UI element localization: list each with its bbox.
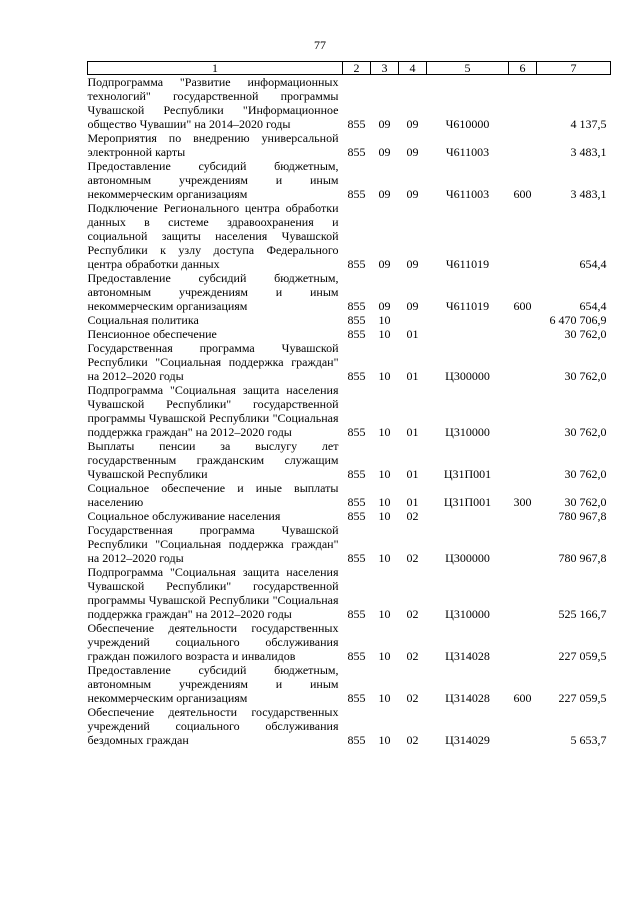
cell-expense-type: 600 bbox=[513, 299, 532, 313]
cell-expense-type: 600 bbox=[513, 691, 532, 705]
table-row bbox=[88, 565, 611, 621]
row-name: Предоставление субсидий бюджетным, автономным учреждениям и иным некоммерческим организациям bbox=[87, 159, 339, 201]
cell-ministry: 855 bbox=[347, 467, 366, 481]
row-name: Социальное обеспечение и иные выплаты населению bbox=[87, 481, 339, 509]
cell-section: 10 bbox=[378, 495, 391, 509]
header-row bbox=[88, 62, 611, 75]
table-row bbox=[88, 313, 611, 327]
cell-subsection: 01 bbox=[406, 425, 419, 439]
budget-table bbox=[87, 61, 611, 747]
cell-section: 10 bbox=[378, 733, 391, 747]
cell-target-article bbox=[427, 313, 509, 327]
cell-target-article: Ц31П001 bbox=[443, 467, 492, 481]
cell-ministry: 855 bbox=[347, 313, 366, 327]
column-header: 4 bbox=[399, 62, 427, 75]
table-row bbox=[88, 383, 611, 439]
cell-section: 09 bbox=[378, 117, 391, 131]
cell-subsection: 02 bbox=[406, 509, 419, 523]
cell-ministry: 855 bbox=[347, 509, 366, 523]
cell-amount: 780 967,8 bbox=[558, 509, 607, 523]
table-row bbox=[88, 159, 611, 201]
cell-subsection: 01 bbox=[406, 495, 419, 509]
cell-subsection: 09 bbox=[406, 299, 419, 313]
cell-target-article: Ч611019 bbox=[445, 257, 490, 271]
cell-ministry: 855 bbox=[347, 299, 366, 313]
cell-target-article: Ч611003 bbox=[445, 145, 490, 159]
cell-expense-type bbox=[509, 75, 537, 132]
cell-amount: 5 653,7 bbox=[570, 733, 607, 747]
cell-section: 10 bbox=[378, 551, 391, 565]
cell-expense-type bbox=[509, 341, 537, 383]
table-row bbox=[88, 341, 611, 383]
page-number: 77 bbox=[314, 38, 326, 52]
column-header: 7 bbox=[537, 62, 611, 75]
cell-ministry: 855 bbox=[347, 607, 366, 621]
cell-amount: 30 762,0 bbox=[564, 369, 607, 383]
table-row bbox=[88, 327, 611, 341]
column-header: 6 bbox=[509, 62, 537, 75]
cell-amount: 780 967,8 bbox=[558, 551, 607, 565]
cell-expense-type bbox=[509, 565, 537, 621]
cell-section: 09 bbox=[378, 145, 391, 159]
cell-subsection: 09 bbox=[406, 117, 419, 131]
cell-subsection: 01 bbox=[406, 327, 419, 341]
cell-target-article: Ч611003 bbox=[445, 187, 490, 201]
row-name: Подключение Регионального центра обработки данных в системе здравоохранения и социальной защиты населения Чувашской Республики к узлу доступа Федерального центра обработки данных bbox=[87, 201, 339, 271]
cell-target-article: Ц314029 bbox=[445, 733, 490, 747]
cell-amount: 227 059,5 bbox=[558, 691, 607, 705]
cell-section: 10 bbox=[378, 607, 391, 621]
cell-expense-type bbox=[509, 313, 537, 327]
row-name: Пенсионное обеспечение bbox=[87, 327, 217, 341]
table-row bbox=[88, 75, 611, 132]
cell-ministry: 855 bbox=[347, 733, 366, 747]
cell-target-article bbox=[427, 327, 509, 341]
cell-ministry: 855 bbox=[347, 551, 366, 565]
cell-amount: 525 166,7 bbox=[558, 607, 607, 621]
cell-target-article: Ц300000 bbox=[445, 369, 490, 383]
table-row bbox=[88, 201, 611, 271]
row-name: Выплаты пенсии за выслугу лет государственным гражданским служащим Чувашской Республики bbox=[87, 439, 339, 481]
cell-section: 09 bbox=[378, 257, 391, 271]
row-name: Предоставление субсидий бюджетным, автономным учреждениям и иным некоммерческим организациям bbox=[87, 663, 339, 705]
cell-target-article: Ч610000 bbox=[445, 117, 490, 131]
cell-target-article: Ц310000 bbox=[445, 425, 490, 439]
cell-target-article: Ц314028 bbox=[445, 649, 490, 663]
cell-target-article: Ц310000 bbox=[445, 607, 490, 621]
table-row bbox=[88, 439, 611, 481]
cell-ministry: 855 bbox=[347, 495, 366, 509]
cell-ministry: 855 bbox=[347, 691, 366, 705]
cell-expense-type bbox=[509, 201, 537, 271]
cell-target-article: Ц300000 bbox=[445, 551, 490, 565]
cell-expense-type bbox=[509, 621, 537, 663]
cell-expense-type bbox=[509, 439, 537, 481]
cell-ministry: 855 bbox=[347, 649, 366, 663]
row-name: Мероприятия по внедрению универсальной электронной карты bbox=[87, 131, 339, 159]
cell-amount: 30 762,0 bbox=[564, 425, 607, 439]
cell-amount: 654,4 bbox=[579, 257, 607, 271]
cell-ministry: 855 bbox=[347, 257, 366, 271]
cell-subsection: 02 bbox=[406, 607, 419, 621]
column-header: 1 bbox=[88, 62, 343, 75]
cell-section: 10 bbox=[378, 327, 391, 341]
cell-amount: 30 762,0 bbox=[564, 495, 607, 509]
row-name: Подпрограмма "Социальная защита населения Чувашской Республики" государственной программы Чувашской Республики "Социальная поддержка граждан" на 2012–2020 годы bbox=[87, 383, 339, 439]
cell-ministry: 855 bbox=[347, 369, 366, 383]
row-name: Подпрограмма "Развитие информационных технологий" государственной программы Чувашской Республики "Информационное общество Чувашии" на 2014–2020 годы bbox=[87, 75, 339, 131]
cell-section: 10 bbox=[378, 313, 391, 327]
table-row bbox=[88, 523, 611, 565]
cell-expense-type bbox=[509, 383, 537, 439]
table-row bbox=[88, 271, 611, 313]
cell-ministry: 855 bbox=[347, 327, 366, 341]
cell-expense-type: 300 bbox=[513, 495, 532, 509]
cell-subsection: 01 bbox=[406, 369, 419, 383]
row-name: Социальное обслуживание населения bbox=[87, 509, 281, 523]
cell-expense-type bbox=[509, 327, 537, 341]
cell-section: 10 bbox=[378, 649, 391, 663]
cell-target-article: Ц314028 bbox=[445, 691, 490, 705]
table-row bbox=[88, 705, 611, 747]
column-header: 2 bbox=[343, 62, 371, 75]
table-row bbox=[88, 481, 611, 509]
cell-section: 09 bbox=[378, 187, 391, 201]
cell-amount: 4 137,5 bbox=[570, 117, 607, 131]
row-name: Обеспечение деятельности государственных учреждений социального обслуживания граждан пожилого возраста и инвалидов bbox=[87, 621, 339, 663]
row-name: Государственная программа Чувашской Республики "Социальная поддержка граждан" на 2012–2020 годы bbox=[87, 341, 339, 383]
cell-target-article bbox=[427, 509, 509, 523]
cell-expense-type bbox=[509, 131, 537, 159]
table-row bbox=[88, 131, 611, 159]
cell-target-article: Ч611019 bbox=[445, 299, 490, 313]
cell-section: 10 bbox=[378, 691, 391, 705]
cell-ministry: 855 bbox=[347, 187, 366, 201]
table-row bbox=[88, 509, 611, 523]
cell-subsection: 02 bbox=[406, 691, 419, 705]
cell-expense-type bbox=[509, 705, 537, 747]
cell-amount: 227 059,5 bbox=[558, 649, 607, 663]
cell-ministry: 855 bbox=[347, 145, 366, 159]
cell-target-article: Ц31П001 bbox=[443, 495, 492, 509]
cell-ministry: 855 bbox=[347, 117, 366, 131]
table-row bbox=[88, 621, 611, 663]
cell-subsection: 09 bbox=[406, 187, 419, 201]
cell-subsection bbox=[399, 313, 427, 327]
cell-expense-type: 600 bbox=[513, 187, 532, 201]
cell-amount: 3 483,1 bbox=[570, 145, 607, 159]
cell-amount: 3 483,1 bbox=[570, 187, 607, 201]
row-name: Государственная программа Чувашской Республики "Социальная поддержка граждан" на 2012–2020 годы bbox=[87, 523, 339, 565]
row-name: Обеспечение деятельности государственных учреждений социального обслуживания бездомных граждан bbox=[87, 705, 339, 747]
cell-section: 10 bbox=[378, 467, 391, 481]
cell-expense-type bbox=[509, 523, 537, 565]
column-header: 5 bbox=[427, 62, 509, 75]
cell-ministry: 855 bbox=[347, 425, 366, 439]
cell-subsection: 02 bbox=[406, 551, 419, 565]
row-name: Предоставление субсидий бюджетным, автономным учреждениям и иным некоммерческим организациям bbox=[87, 271, 339, 313]
column-header: 3 bbox=[371, 62, 399, 75]
cell-amount: 30 762,0 bbox=[564, 327, 607, 341]
cell-subsection: 09 bbox=[406, 257, 419, 271]
cell-amount: 30 762,0 bbox=[564, 467, 607, 481]
cell-section: 10 bbox=[378, 509, 391, 523]
cell-subsection: 02 bbox=[406, 733, 419, 747]
cell-expense-type bbox=[509, 509, 537, 523]
cell-subsection: 01 bbox=[406, 467, 419, 481]
row-name: Подпрограмма "Социальная защита населения Чувашской Республики" государственной программы Чувашской Республики "Социальная поддержка граждан" на 2012–2020 годы bbox=[87, 565, 339, 621]
cell-amount: 6 470 706,9 bbox=[549, 313, 607, 327]
cell-section: 09 bbox=[378, 299, 391, 313]
table-row bbox=[88, 663, 611, 705]
cell-subsection: 02 bbox=[406, 649, 419, 663]
cell-section: 10 bbox=[378, 369, 391, 383]
cell-section: 10 bbox=[378, 425, 391, 439]
row-name: Социальная политика bbox=[87, 313, 199, 327]
cell-subsection: 09 bbox=[406, 145, 419, 159]
cell-amount: 654,4 bbox=[579, 299, 607, 313]
